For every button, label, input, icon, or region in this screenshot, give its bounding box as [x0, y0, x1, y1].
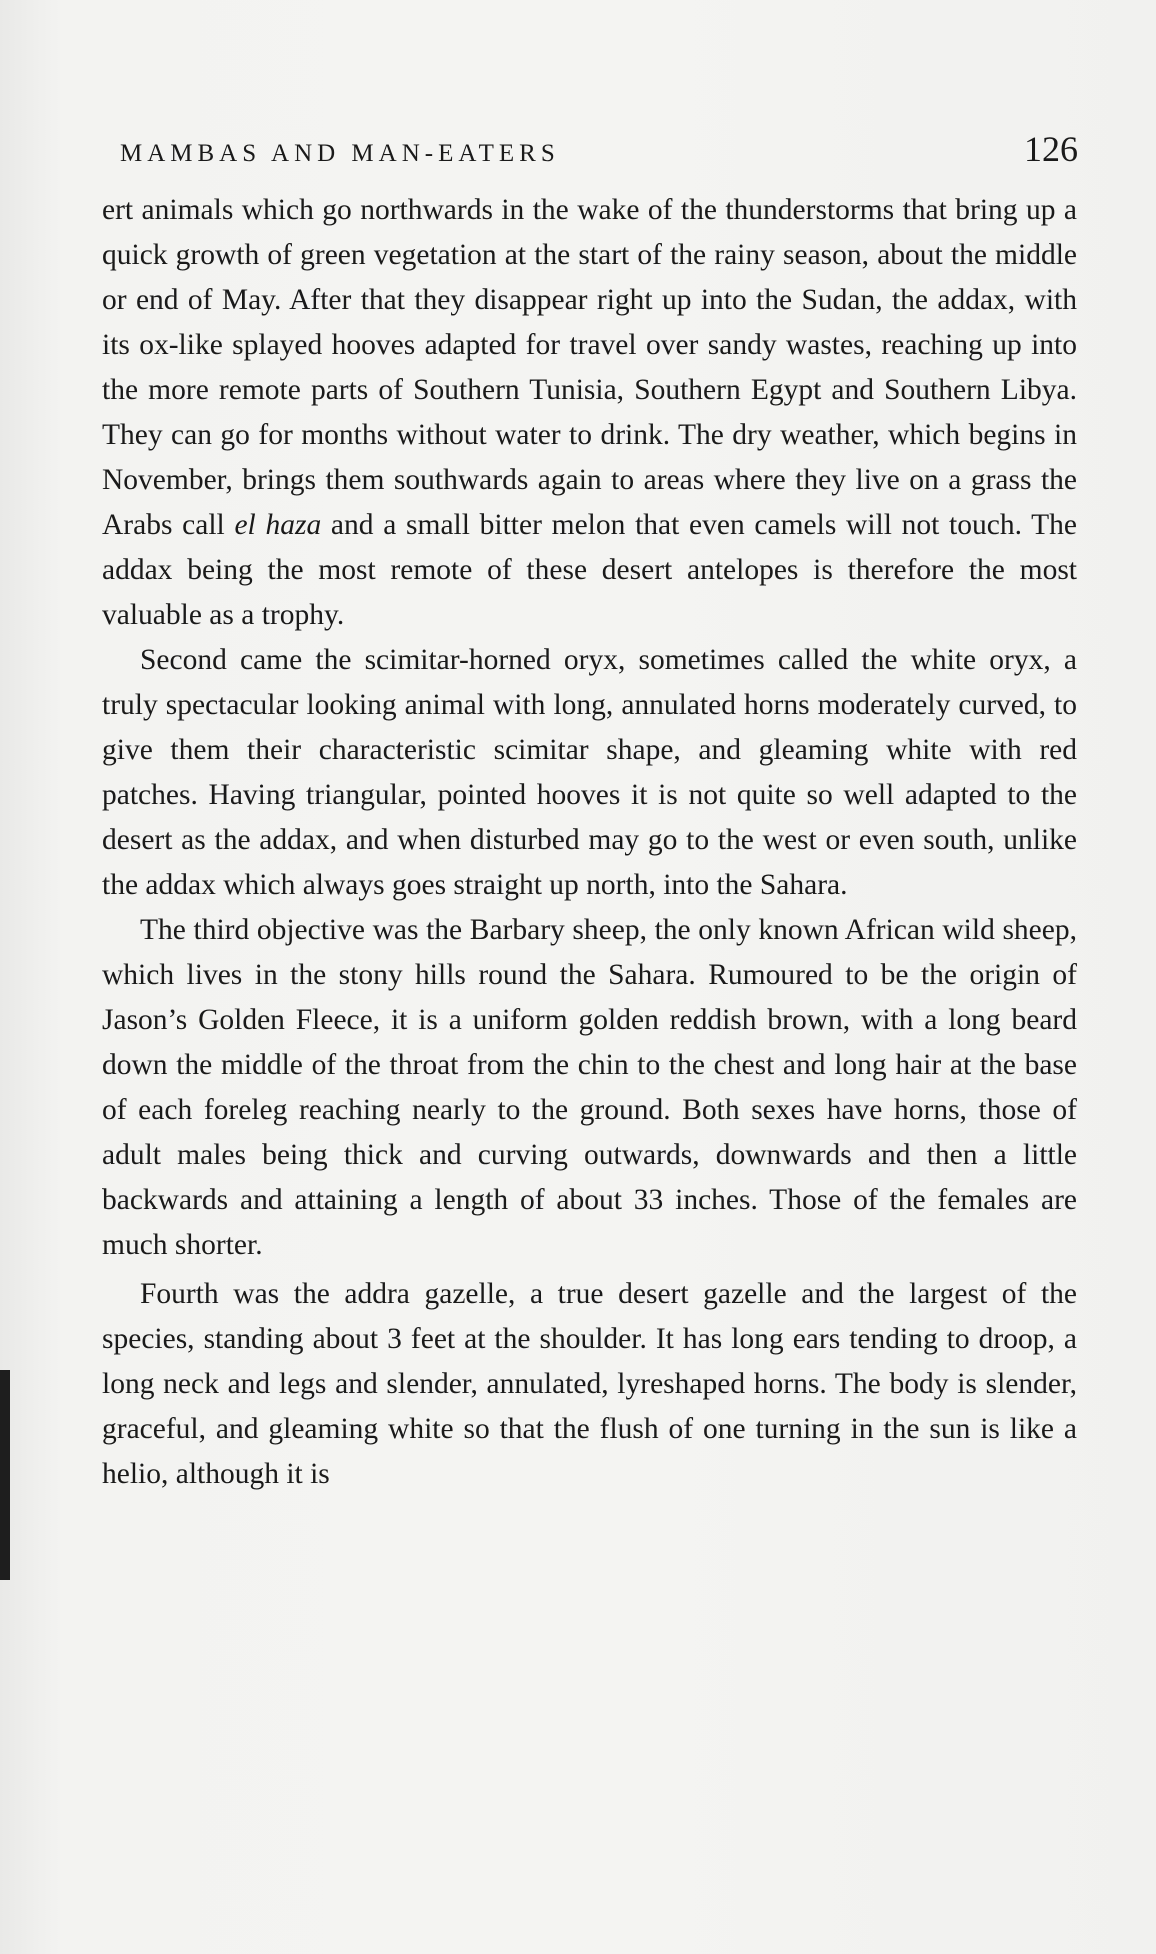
binding-shadow: [0, 1370, 10, 1580]
page-number: 126: [1024, 129, 1078, 169]
paragraph-1-text-after: and a small bitter melon that even camels will not touch. The addax being the most remote of these desert antelopes is therefore the most valuable as a trophy.: [102, 509, 1078, 631]
running-head: MAMBAS AND MAN-EATERS: [120, 140, 560, 167]
paragraph-3: The third objective was the Barbary sheep, the only known African wild sheep, which lives in the stony hills round the Sahara. Rumoured to be the origin of Jason’s Golden Fleece, it is a uniform golden reddish brown, with a long beard down the middle of the throat from the chin to the chest and long hair at the base of each foreleg reaching nearly to the ground. Both sexes have horns, those of adult males being thick and curving outwards, downwards and then a little backwards and attaining a length of about 33 inches. Those of the females are much shorter.: [102, 914, 1077, 1261]
paragraph-4: Fourth was the addra gazelle, a true desert gazelle and the largest of the species, standing about 3 feet at the shoulder. It has long ears tending to droop, a long neck and legs and slender, annulated, lyreshaped horns. The body is slender, graceful, and gleaming white so that the flush of one turning in the sun is like a helio, although it is: [102, 1278, 1077, 1490]
body-text: [102, 188, 1077, 1497]
page-header: [120, 128, 1078, 178]
paragraph-1-italic-term: el haza: [234, 509, 322, 541]
paragraph-1: [102, 188, 1077, 638]
paragraph-2: Second came the scimitar-horned oryx, sometimes called the white oryx, a truly spectacular looking animal with long, annulated horns moderately curved, to give them their characteristic scimitar shape, and gleaming white with red patches. Having triangular, pointed hooves it is not quite so well adapted to the desert as the addax, and when disturbed may go to the west or even south, unlike the addax which always goes straight up north, into the Sahara.: [102, 644, 1077, 901]
paragraph-1-text-before: ert animals which go northwards in the wake of the thunderstorms that bring up a quick growth of green vegetation at the start of the rainy season, about the middle or end of May. After that they disappear right up into the Sudan, the addax, with its ox-like splayed hooves adapted for travel over sandy wastes, reaching up into the more remote parts of Southern Tunisia, Southern Egypt and Southern Libya. They can go for months without water to drink. The dry weather, which begins in November, brings them southwards again to areas where they live on a grass the Arabs call: [102, 194, 1077, 541]
